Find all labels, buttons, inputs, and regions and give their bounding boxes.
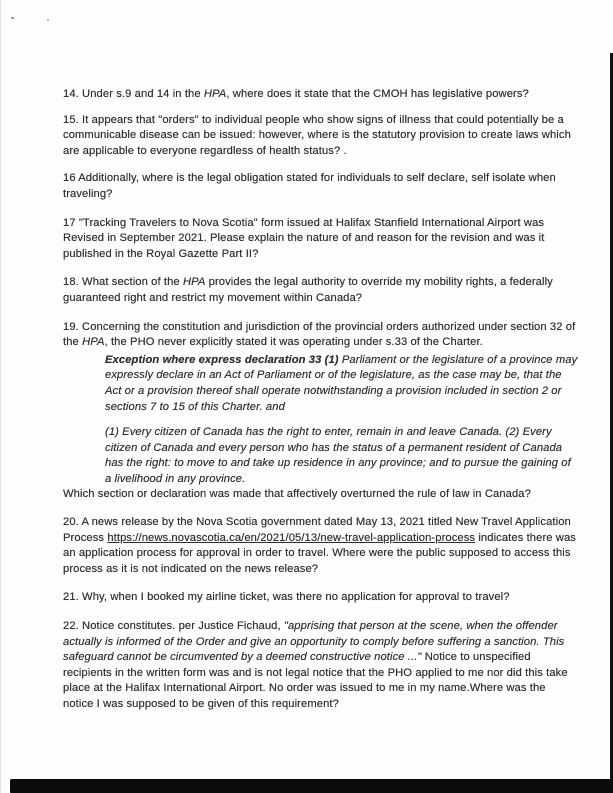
which-section-line (63, 487, 579, 503)
question-17 (63, 216, 579, 263)
text-segment: Notice to unspecified recipients in the written form was and is not legal notice that the PHO applied to me nor did this take place at the Halifax International Airport. No order was issued to me in my name.Where was the notice I was supposed to be given of this requirement? (63, 651, 568, 710)
text-segment: Which section or declaration was made that affectively overturned the rule of law in Canada? (63, 488, 531, 501)
question-21 (63, 590, 579, 606)
question-19 (63, 320, 579, 351)
text-segment: 18. What section of the (63, 276, 183, 289)
text-segment: indicates there was an application process for approval in order to travel. Where were the public supposed to access this process as it is not indicated on the news release? (63, 531, 576, 575)
scan-speck (47, 19, 49, 21)
scan-edge-bottom (10, 779, 613, 793)
question-15 (63, 113, 579, 160)
scan-edge-left (0, 0, 1, 793)
text-segment: 22. Notice constitutes. per Justice Fichaud, (63, 620, 284, 633)
text-segment: provides the legal authority to override my mobility rights, a federally guaranteed right and restrict my movement within Canada? (63, 276, 553, 304)
text-segment: 17 "Tracking Travelers to Nova Scotia" form issued at Halifax Stanfield International Airport was Revised in September 2021. Please explain the nature of and reason for the revision and was it published in the Royal Gazette Part II? (63, 216, 545, 260)
charter-exception-quote (105, 353, 579, 415)
text-segment: , the PHO never explicitly stated it was operating under s.33 of the Charter. (104, 336, 483, 349)
question-14 (63, 87, 579, 103)
question-16 (63, 171, 579, 202)
question-20 (63, 515, 579, 577)
text-segment: Exception where express declaration 33 (1) (105, 353, 342, 366)
text-segment: 19. Concerning the constitution and jurisdiction of the provincial orders authorized under section 32 of the (63, 320, 576, 349)
text-segment: 20. A news release by the Nova Scotia government dated May 13, 2021 titled New Travel Application Process (63, 516, 571, 544)
text-segment: HPA (203, 88, 227, 100)
charter-mobility-quote (105, 425, 579, 487)
question-18 (63, 275, 579, 306)
text-segment: , where does it state that the CMOH has legislative powers? (226, 88, 529, 100)
news-release-link[interactable]: https://news.novascotia.ca/en/2021/05/13/new-travel-application-process (107, 531, 476, 544)
question-22 (63, 619, 579, 713)
text-segment: 14. Under s.9 and 14 in the (63, 88, 204, 100)
text-segment: (1) Every citizen of Canada has the right to enter, remain in and leave Canada. (2) Every citizen of Canada and every person who has the status of a permanent resident of Canada has the right: to move to and take up residence in any province; and to pursue the gaining of a livelihood in any province. (105, 426, 571, 485)
text-segment: HPA (82, 336, 105, 349)
text-segment: 21. Why, when I booked my airline ticket, was there no application for approval to travel? (63, 591, 510, 604)
text-segment: "apprising that person at the scene, when the offender actually is informed of the Order and give an opportunity to comply before suffering a sanction. This safeguard cannot be circumvented by a deemed constructive notice ..." (63, 620, 565, 664)
scan-speck (11, 17, 14, 19)
text-segment: HPA (182, 276, 206, 289)
text-segment: Parliament or the legislature of a province may expressly declare in an Act of Parliament or of the legislature, as the case may be, that the Act or a provision thereof shall operate notwithstanding a provision included in section 2 or sections 7 to 15 of this Charter. and (105, 353, 578, 413)
document-body (63, 87, 579, 726)
text-segment: 15. It appears that "orders" to individual people who show signs of illness that could potentially be a communicable disease can be issued: however, where is the statutory provision to create laws which are applicable to everyone regardless of health status? . (63, 113, 571, 157)
text-segment: 16 Additionally, where is the legal obligation stated for individuals to self declare, self isolate when traveling? (63, 172, 556, 200)
